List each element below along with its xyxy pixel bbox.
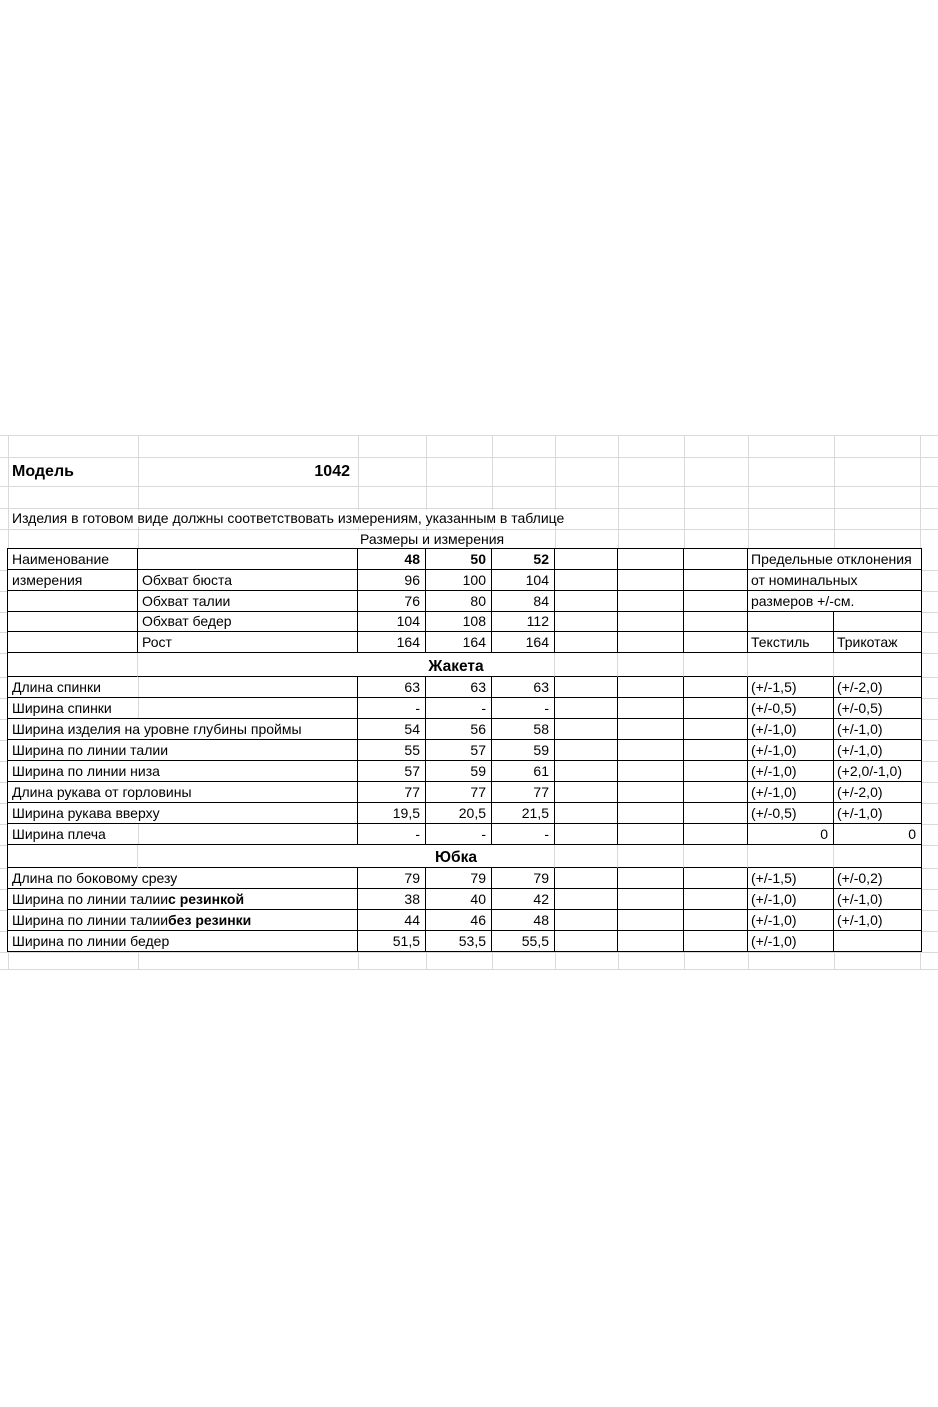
- gridline-vertical: [748, 952, 749, 969]
- textile-tolerance-cell: (+/-1,5): [748, 677, 834, 698]
- value-cell: 80: [426, 591, 492, 612]
- body-measure-label: Рост: [138, 632, 358, 653]
- value-cell: 56: [426, 719, 492, 740]
- value-cell: 59: [492, 740, 555, 761]
- empty-cell: [684, 549, 748, 570]
- empty-cell: [618, 931, 684, 952]
- gridline-horizontal: [0, 508, 938, 509]
- empty-cell: [555, 698, 618, 719]
- row-label: [8, 719, 358, 740]
- empty-cell: [555, 632, 618, 653]
- row-label: [8, 740, 358, 761]
- value-cell: 77: [358, 782, 426, 803]
- empty-cell: [555, 591, 618, 612]
- gridline-vertical: [684, 952, 685, 969]
- model-label: Модель: [12, 463, 74, 480]
- value-cell: 96: [358, 570, 426, 591]
- empty-cell: [684, 803, 748, 824]
- empty-cell: [748, 653, 834, 677]
- gridline-vertical: [8, 952, 9, 969]
- empty-cell: [555, 719, 618, 740]
- value-cell: 63: [426, 677, 492, 698]
- empty-cell: [618, 570, 684, 591]
- knit-tolerance-cell: (+/-1,0): [834, 803, 921, 824]
- empty-cell: [138, 845, 358, 868]
- empty-cell: [684, 868, 748, 889]
- empty-cell: [748, 612, 834, 632]
- gridline-vertical: [555, 952, 556, 969]
- value-cell: 53,5: [426, 931, 492, 952]
- knit-tolerance-cell: [834, 931, 921, 952]
- row-label-bold-text: с резинкой: [168, 891, 245, 907]
- value-cell: 38: [358, 889, 426, 910]
- empty-cell: [618, 845, 684, 868]
- empty-cell: [618, 612, 684, 632]
- value-cell: 164: [358, 632, 426, 653]
- note-text: Изделия в готовом виде должны соответствовать измерениям, указанным в таблице: [12, 510, 565, 526]
- value-cell: 51,5: [358, 931, 426, 952]
- value-cell: 108: [426, 612, 492, 632]
- empty-cell: [555, 653, 618, 677]
- value-cell: 79: [358, 868, 426, 889]
- empty-cell: [555, 845, 618, 868]
- value-cell: 21,5: [492, 803, 555, 824]
- empty-cell: [555, 824, 618, 845]
- empty-cell: [8, 845, 138, 868]
- empty-cell: [8, 612, 138, 632]
- value-cell: 104: [492, 570, 555, 591]
- row-label-bold-text: без резинки: [168, 912, 252, 928]
- textile-tolerance-cell: (+/-1,0): [748, 761, 834, 782]
- gridline-vertical: [426, 952, 427, 969]
- gridline-vertical: [684, 435, 685, 549]
- knit-tolerance-cell: (+/-2,0): [834, 677, 921, 698]
- row-label-text: Ширина рукава вверху: [12, 805, 160, 821]
- value-cell: -: [358, 698, 426, 719]
- knit-tolerance-cell: (+/-0,2): [834, 868, 921, 889]
- empty-cell: [618, 632, 684, 653]
- gridline-vertical: [138, 435, 139, 549]
- model-number: 1042: [314, 463, 350, 480]
- value-cell: 84: [492, 591, 555, 612]
- empty-cell: [618, 591, 684, 612]
- row-label-text: Ширина спинки: [12, 700, 112, 716]
- row-label-text: Ширина по линии бедер: [12, 933, 170, 949]
- body-measure-label: Обхват бедер: [138, 612, 358, 632]
- value-cell: 59: [426, 761, 492, 782]
- knit-tolerance-cell: (+/-1,0): [834, 910, 921, 931]
- gridline-vertical: [834, 952, 835, 969]
- row-label: [8, 824, 358, 845]
- value-cell: 79: [426, 868, 492, 889]
- empty-cell: [618, 719, 684, 740]
- gridline-vertical: [358, 952, 359, 969]
- knit-tolerance-cell: (+/-1,0): [834, 719, 921, 740]
- knit-column-header: Трикотаж: [834, 632, 921, 653]
- row-label: [8, 803, 358, 824]
- knit-tolerance-cell: (+/-1,0): [834, 889, 921, 910]
- textile-tolerance-cell: (+/-1,0): [748, 782, 834, 803]
- row-label: [8, 910, 358, 931]
- empty-cell: [618, 549, 684, 570]
- knit-tolerance-cell: (+/-0,5): [834, 698, 921, 719]
- empty-cell: [684, 719, 748, 740]
- gridline-horizontal: [0, 457, 938, 458]
- row-label-text: Длина по боковому срезу: [12, 870, 178, 886]
- textile-tolerance-cell: (+/-1,0): [748, 931, 834, 952]
- textile-tolerance-cell: (+/-0,5): [748, 803, 834, 824]
- empty-cell: [8, 591, 138, 612]
- empty-cell: [684, 677, 748, 698]
- textile-tolerance-cell: (+/-1,0): [748, 910, 834, 931]
- empty-cell: [684, 889, 748, 910]
- empty-cell: [618, 677, 684, 698]
- gridline-vertical: [920, 435, 921, 549]
- value-cell: 54: [358, 719, 426, 740]
- empty-cell: [684, 824, 748, 845]
- empty-cell: [684, 931, 748, 952]
- value-cell: 48: [492, 910, 555, 931]
- empty-cell: [555, 803, 618, 824]
- empty-cell: [555, 782, 618, 803]
- empty-cell: [555, 570, 618, 591]
- value-cell: 164: [426, 632, 492, 653]
- model-number-cell: [138, 462, 352, 482]
- measurement-table: [7, 548, 922, 952]
- empty-cell: [618, 653, 684, 677]
- empty-cell: [555, 889, 618, 910]
- empty-cell: [618, 803, 684, 824]
- row-label-text: Длина рукава от горловины: [12, 784, 192, 800]
- empty-cell: [684, 612, 748, 632]
- value-cell: 112: [492, 612, 555, 632]
- section-title: Юбка: [358, 845, 555, 868]
- gridline-horizontal: [0, 486, 938, 487]
- row-label: [8, 761, 358, 782]
- empty-cell: [618, 824, 684, 845]
- empty-cell: [618, 740, 684, 761]
- gridline-horizontal: [0, 952, 938, 953]
- value-cell: -: [358, 824, 426, 845]
- empty-cell: [618, 889, 684, 910]
- header-name-cell-line2: измерения: [8, 570, 138, 591]
- knit-tolerance-cell: 0: [834, 824, 921, 845]
- size-48-header: 48: [358, 549, 426, 570]
- body-measure-label: Обхват талии: [138, 591, 358, 612]
- size-50-header: 50: [426, 549, 492, 570]
- row-label: [8, 889, 358, 910]
- value-cell: -: [492, 698, 555, 719]
- value-cell: -: [426, 698, 492, 719]
- empty-cell: [555, 761, 618, 782]
- row-label-text: Ширина плеча: [12, 826, 106, 842]
- textile-tolerance-cell: (+/-1,0): [748, 889, 834, 910]
- gridline-vertical: [920, 952, 921, 969]
- empty-cell: [684, 632, 748, 653]
- row-label: [8, 931, 358, 952]
- gridline-vertical: [618, 435, 619, 549]
- empty-cell: [834, 845, 921, 868]
- body-measure-label: Обхват бюста: [138, 570, 358, 591]
- tolerance-note-line3: размеров +/-см.: [748, 591, 921, 612]
- row-label: [8, 677, 358, 698]
- row-label: [8, 698, 358, 719]
- empty-cell: [684, 845, 748, 868]
- row-label-text: Длина спинки: [12, 679, 101, 695]
- value-cell: 19,5: [358, 803, 426, 824]
- empty-cell: [555, 868, 618, 889]
- value-cell: 55,5: [492, 931, 555, 952]
- empty-cell: [684, 910, 748, 931]
- empty-cell: [618, 761, 684, 782]
- gridline-horizontal: [0, 969, 938, 970]
- empty-cell: [555, 931, 618, 952]
- empty-cell: [555, 612, 618, 632]
- value-cell: 57: [426, 740, 492, 761]
- gridline-vertical: [834, 435, 835, 549]
- empty-cell: [834, 653, 921, 677]
- gridline-vertical: [618, 952, 619, 969]
- knit-tolerance-cell: (+2,0/-1,0): [834, 761, 921, 782]
- empty-cell: [834, 612, 921, 632]
- gridline-vertical: [138, 952, 139, 969]
- value-cell: -: [492, 824, 555, 845]
- gridline-vertical: [748, 435, 749, 549]
- knit-tolerance-cell: (+/-2,0): [834, 782, 921, 803]
- value-cell: 79: [492, 868, 555, 889]
- textile-tolerance-cell: 0: [748, 824, 834, 845]
- textile-tolerance-cell: (+/-1,0): [748, 740, 834, 761]
- knit-tolerance-cell: (+/-1,0): [834, 740, 921, 761]
- empty-cell: [138, 549, 358, 570]
- value-cell: 44: [358, 910, 426, 931]
- empty-cell: [555, 740, 618, 761]
- empty-cell: [684, 591, 748, 612]
- tolerance-note-line1: Предельные отклонения: [748, 549, 921, 570]
- value-cell: 58: [492, 719, 555, 740]
- empty-cell: [684, 570, 748, 591]
- empty-cell: [618, 868, 684, 889]
- empty-cell: [684, 653, 748, 677]
- gridline-vertical: [555, 435, 556, 549]
- empty-cell: [684, 782, 748, 803]
- value-cell: 77: [492, 782, 555, 803]
- empty-cell: [555, 549, 618, 570]
- textile-tolerance-cell: (+/-1,5): [748, 868, 834, 889]
- empty-cell: [555, 910, 618, 931]
- value-cell: 55: [358, 740, 426, 761]
- gridline-vertical: [492, 952, 493, 969]
- row-label: [8, 782, 358, 803]
- value-cell: 61: [492, 761, 555, 782]
- value-cell: 76: [358, 591, 426, 612]
- value-cell: 77: [426, 782, 492, 803]
- textile-tolerance-cell: (+/-0,5): [748, 698, 834, 719]
- value-cell: 40: [426, 889, 492, 910]
- empty-cell: [684, 740, 748, 761]
- value-cell: 46: [426, 910, 492, 931]
- value-cell: 63: [358, 677, 426, 698]
- empty-cell: [618, 698, 684, 719]
- section-title: Жакета: [358, 653, 555, 677]
- empty-cell: [555, 677, 618, 698]
- gridline-horizontal: [0, 529, 938, 530]
- empty-cell: [8, 653, 138, 677]
- gridline-vertical: [8, 435, 9, 549]
- value-cell: 164: [492, 632, 555, 653]
- row-label-text: Ширина по линии талии: [12, 891, 169, 907]
- empty-cell: [684, 698, 748, 719]
- row-label: [8, 868, 358, 889]
- value-cell: 63: [492, 677, 555, 698]
- gridline-horizontal: [0, 435, 938, 436]
- header-name-cell: Наименование: [8, 549, 138, 570]
- size-52-header: 52: [492, 549, 555, 570]
- value-cell: 57: [358, 761, 426, 782]
- empty-cell: [8, 632, 138, 653]
- textile-column-header: Текстиль: [748, 632, 834, 653]
- row-label-text: Ширина изделия на уровне глубины проймы: [12, 721, 302, 737]
- row-label-text: Ширина по линии талии: [12, 912, 169, 928]
- row-label-text: Ширина по линии низа: [12, 763, 160, 779]
- empty-cell: [748, 845, 834, 868]
- value-cell: 20,5: [426, 803, 492, 824]
- tolerance-note-line2: от номинальных: [748, 570, 921, 591]
- sizes-and-measurements-title: Размеры и измерения: [360, 531, 505, 547]
- value-cell: 104: [358, 612, 426, 632]
- value-cell: 42: [492, 889, 555, 910]
- textile-tolerance-cell: (+/-1,0): [748, 719, 834, 740]
- empty-cell: [684, 761, 748, 782]
- value-cell: 100: [426, 570, 492, 591]
- empty-cell: [138, 653, 358, 677]
- empty-cell: [618, 910, 684, 931]
- value-cell: -: [426, 824, 492, 845]
- empty-cell: [618, 782, 684, 803]
- row-label-text: Ширина по линии талии: [12, 742, 169, 758]
